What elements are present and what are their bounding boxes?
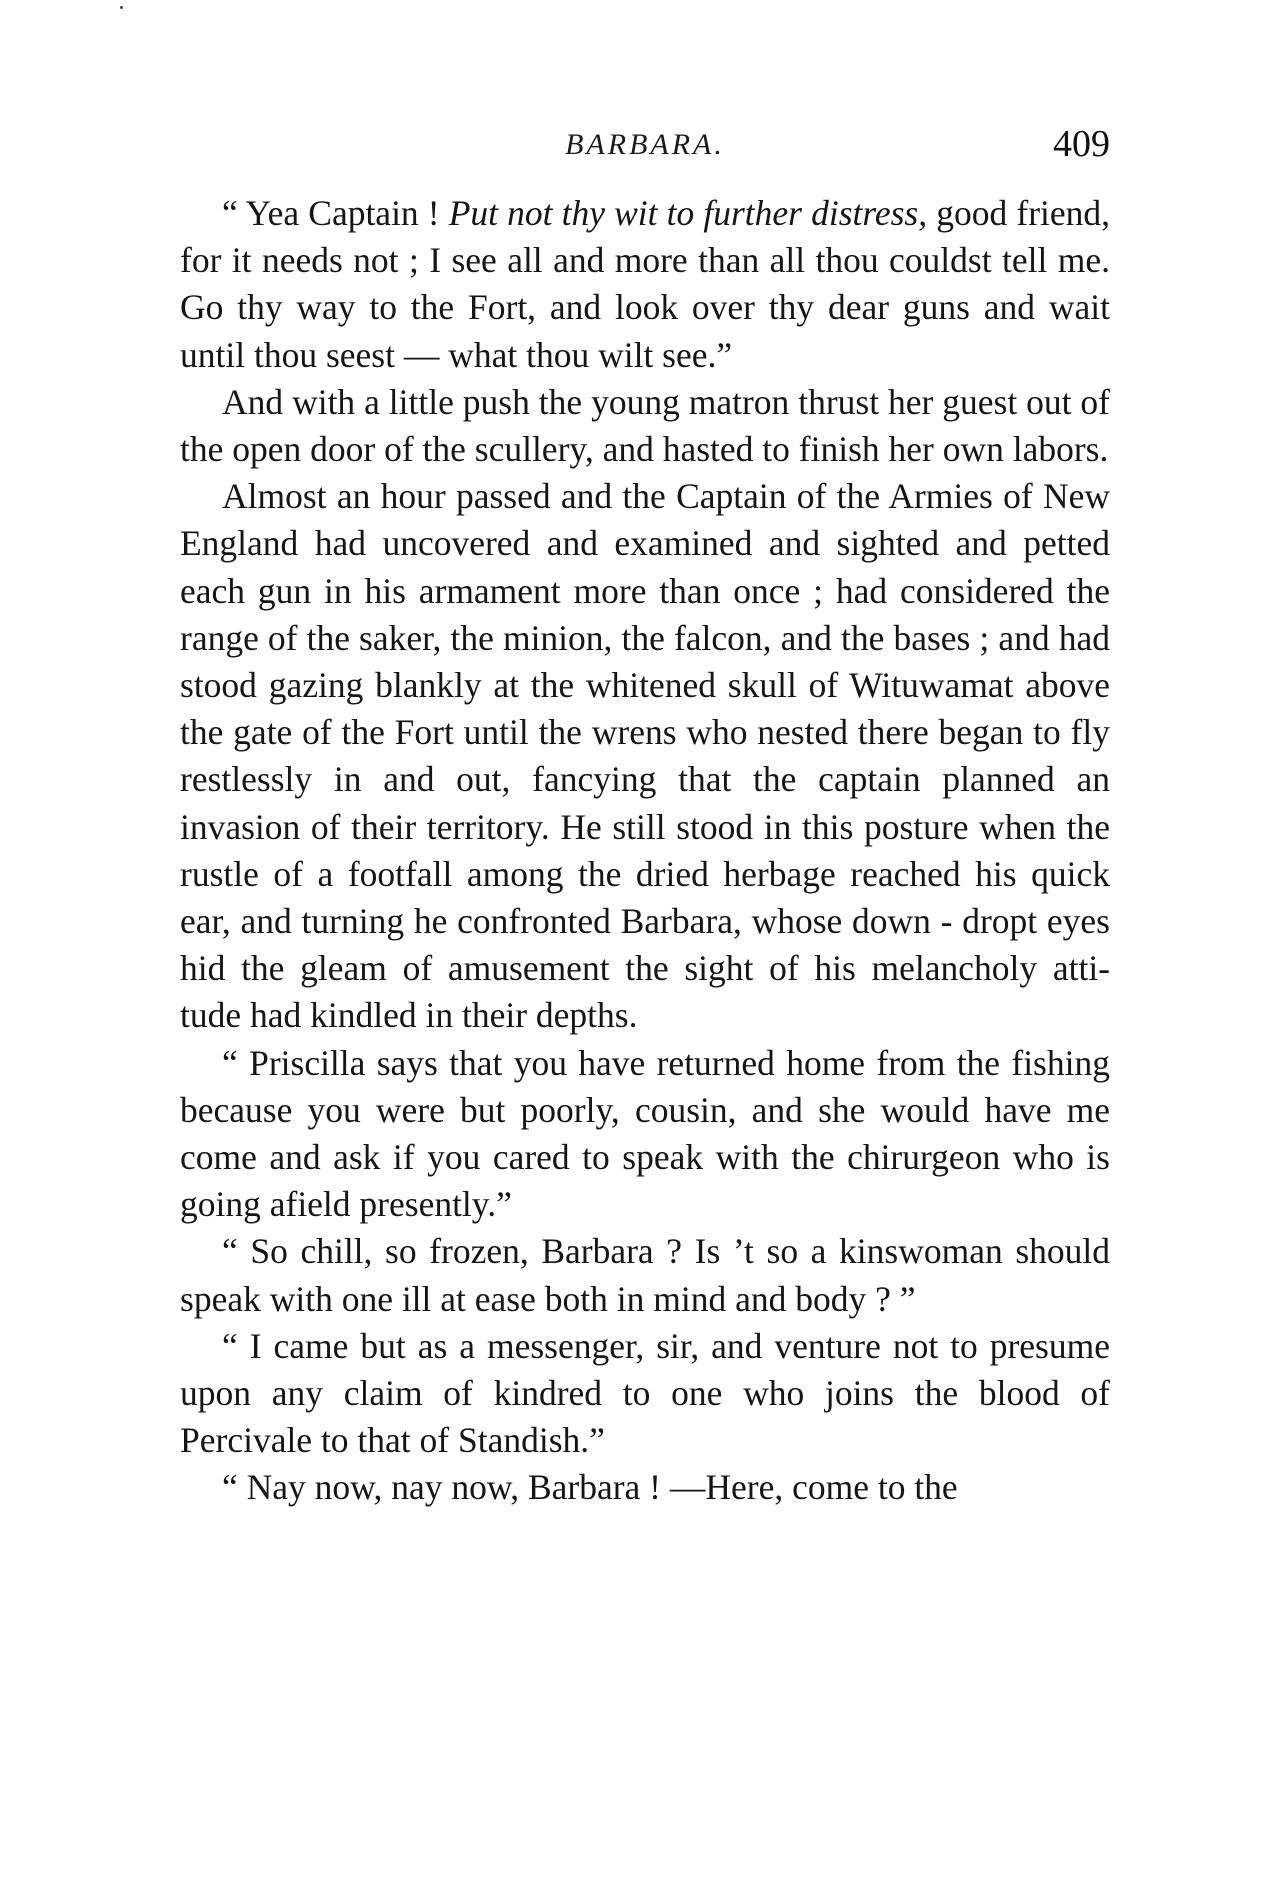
paragraph-4: “ Priscilla says that you have returned home from the fishing because you were but poorly, cousin, and she would have me come and ask if you cared to speak with the chirurgeon who is going afield presently.”: [180, 1042, 1110, 1225]
paragraph-5: “ So chill, so frozen, Barbara ? Is ’t so a kinswoman should speak with one ill at ease both in mind and body ? ”: [180, 1231, 1110, 1319]
paragraph-1-italic: Put not thy wit to further distress,: [448, 193, 928, 233]
paragraph-7: “ Nay now, nay now, Barbara ! —Here, come to the: [222, 1467, 958, 1508]
running-title: BARBARA.: [565, 128, 725, 161]
scan-speck: [120, 6, 123, 9]
paragraph-6: “ I came but as a messenger, sir, and venture not to presume upon any claim of kindred to one who joins the blood of Percivale to that of Standish.”: [180, 1325, 1110, 1461]
paragraph-1-rest: good friend, for it needs not ; I see all and more than all thou couldst tell me. Go thy way to the Fort, and look over thy dear guns and wait until thou seest — what thou wilt see.”: [180, 193, 1111, 375]
page-header: [180, 122, 1110, 174]
paragraph-3: Almost an hour passed and the Captain of the Armies of New England had uncovered and examined and sighted and petted each gun in his armament more than once ; had considered the range of the saker, the minion, the falcon, and the bases ; and had stood gazing blankly at the whitened skull of Wituwamat above the gate of the Fort until the wrens who nested there began to fly restlessly in and out, fancying that the captain planned an invasion of their territory. He still stood in this posture when the rustle of a footfall among the dried herbage reached his quick ear, and turning he confronted Barbara, whose down - dropt eyes hid the gleam of amusement the sight of his melancholy atti- tude had kindled in their depths.: [180, 476, 1110, 1036]
paragraph-1-open: “ Yea Captain !: [222, 193, 449, 233]
paragraph-2: And with a little push the young matron thrust her guest out of the open door of the scullery, and hasted to finish her own labors.: [180, 381, 1110, 470]
page-number: 409: [1053, 123, 1110, 165]
paragraph-1: [180, 190, 1110, 379]
body-text: [180, 190, 1110, 1512]
